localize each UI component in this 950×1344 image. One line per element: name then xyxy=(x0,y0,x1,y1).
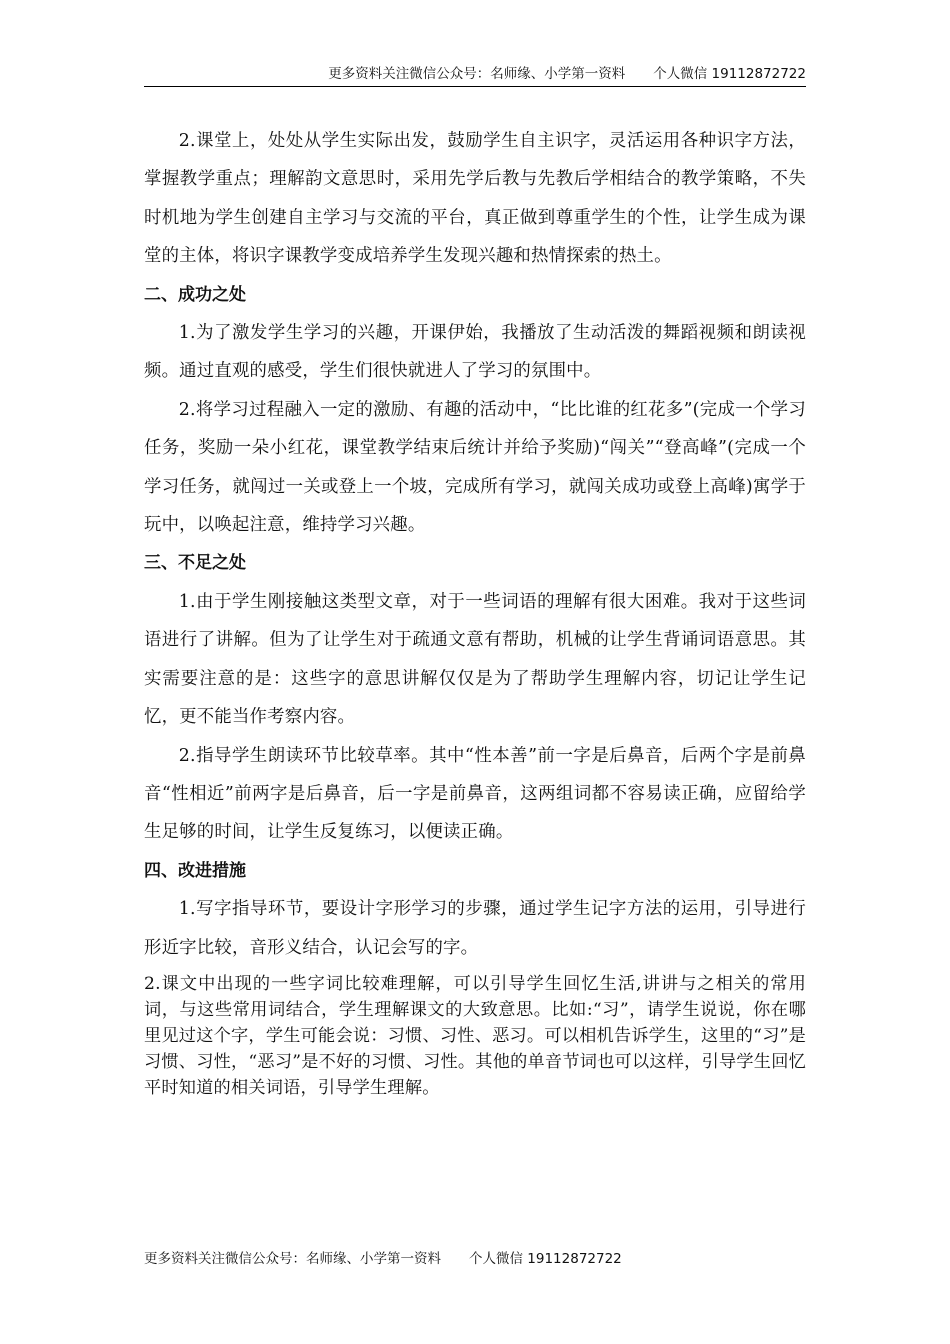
heading-success: 二、成功之处 xyxy=(144,284,246,305)
paragraph-6: 1.写字指导环节，要设计字形学习的步骤，通过学生记字方法的运用，引导进行形近字比较，音形义结合，认记会写的字。 xyxy=(144,899,806,958)
page-footer xyxy=(144,1247,622,1267)
paragraph-3: 2.将学习过程融入一定的激励、有趣的活动中，“比比谁的红花多”(完成一个学习任务，奖励一朵小红花，课堂教学结束后统计并给予奖励)“闯关”“登高峰”(完成一个学习任务，就闯过一关或登上一个坡，完成所有学习，就闯关成功或登上高峰)寓学于玩中，以唤起注意，维持学习兴趣。 xyxy=(144,399,806,536)
footer-right-text: 个人微信 19112872722 xyxy=(469,1251,622,1267)
heading-improvements: 四、改进措施 xyxy=(144,860,246,881)
header-left-text: 更多资料关注微信公众号：名师缘、小学第一资料 xyxy=(328,66,626,82)
page-header xyxy=(144,64,806,87)
header-right-text: 个人微信 19112872722 xyxy=(653,66,806,82)
paragraph-2: 1.为了激发学生学习的兴趣，开课伊始，我播放了生动活泼的舞蹈视频和朗读视频。通过直观的感受，学生们很快就进人了学习的氛围中。 xyxy=(144,323,806,382)
paragraph-1: 2.课堂上，处处从学生实际出发，鼓励学生自主识字，灵活运用各种识字方法，掌握教学重点；理解韵文意思时，采用先学后教与先教后学相结合的教学策略，不失时机地为学生创建自主学习与交流的平台，真正做到尊重学生的个性，让学生成为课堂的主体，将识字课教学变成培养学生发现兴趣和热情探索的热土。 xyxy=(144,131,806,267)
heading-shortcomings: 三、不足之处 xyxy=(144,553,246,574)
paragraph-4: 1.由于学生刚接触这类型文章，对于一些词语的理解有很大困难。我对于这些词语进行了讲解。但为了让学生对于疏通文意有帮助，机械的让学生背诵词语意思。其实需要注意的是：这些字的意思讲解仅仅是为了帮助学生理解内容，切记让学生记忆，更不能当作考察内容。 xyxy=(144,591,806,728)
paragraph-5: 2.指导学生朗读环节比较草率。其中“性本善”前一字是后鼻音，后两个字是前鼻音“性相近”前两字是后鼻音，后一字是前鼻音，这两组词都不容易读正确，应留给学生足够的时间，让学生反复练习，以便读正确。 xyxy=(144,745,806,843)
footer-left-text: 更多资料关注微信公众号：名师缘、小学第一资料 xyxy=(144,1251,441,1267)
paragraph-7: 2.课文中出现的一些字词比较难理解，可以引导学生回忆生活,讲讲与之相关的常用词，与这些常用词结合，学生理解课文的大致意思。比如:“习”，请学生说说，你在哪里见过这个字，学生可能会说：习惯、习性、恶习。可以相机告诉学生，这里的“习”是习惯、习性，“恶习”是不好的习惯、习性。其他的单音节词也可以这样，引导学生回忆平时知道的相关词语，引导学生理解。 xyxy=(144,973,806,1098)
document-body xyxy=(144,122,806,1101)
